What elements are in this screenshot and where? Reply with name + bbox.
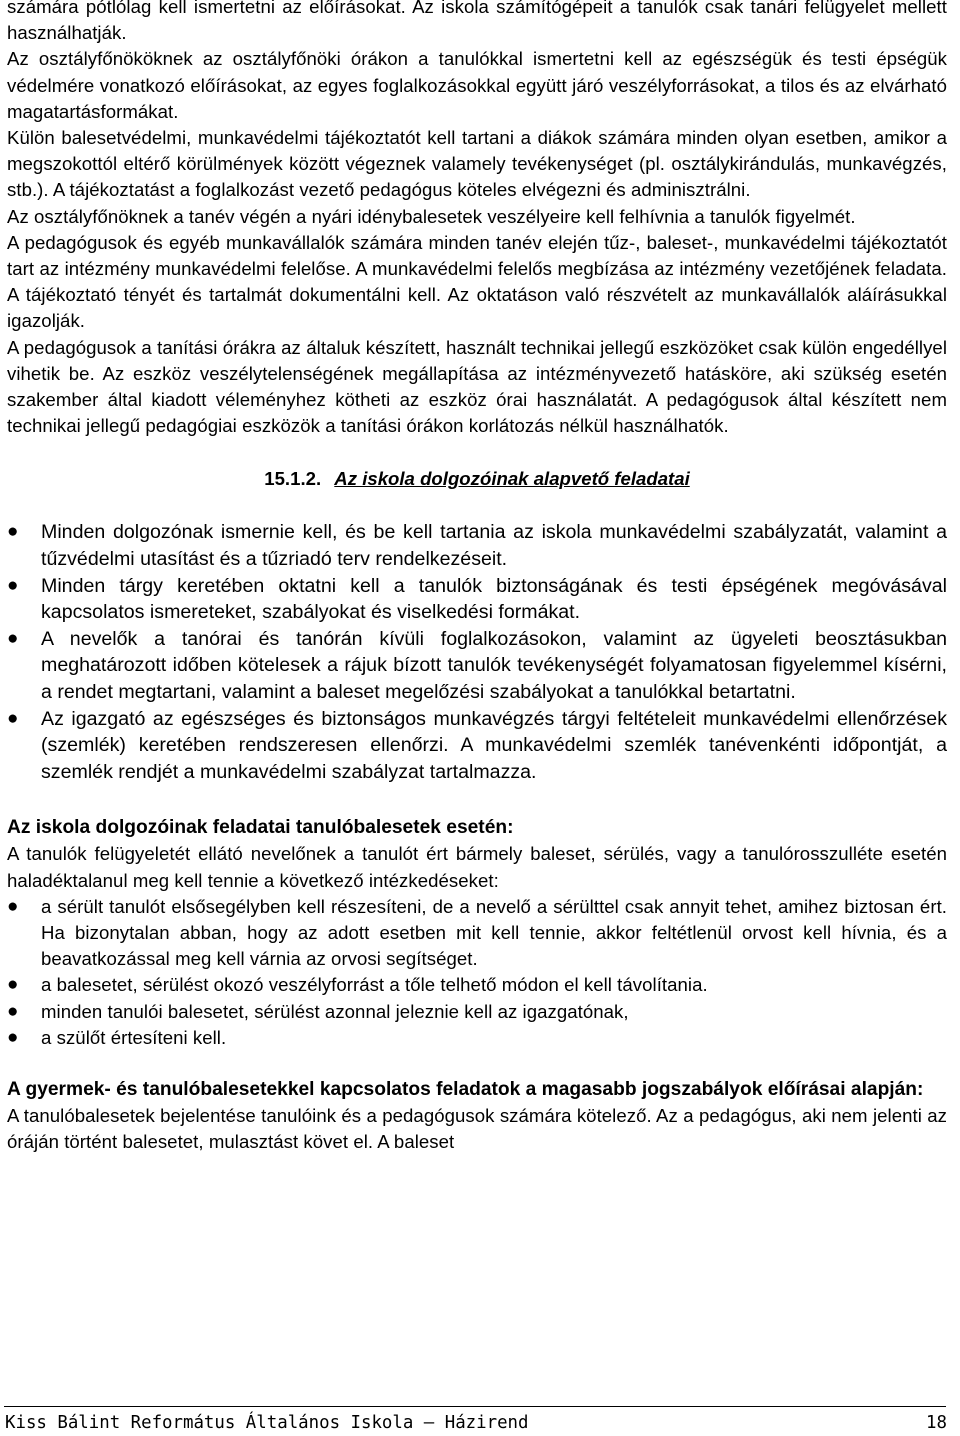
list-item <box>7 519 947 572</box>
list-item-text: a sérült tanulót elsősegélyben kell részesíteni, de a nevelő a sérülttel csak annyit tehet, amihez biztosan ért. Ha bizonytalan abban, hogy az adott esetben mit kell tennie, akkor feltétlenül orvost kell hívnia, és a beavatkozással meg kell várnia az orvosi segítséget. <box>41 895 947 970</box>
paragraph: Az osztályfőnöknek a tanév végén a nyári idénybalesetek veszélyeire kell felhívnia a tanulók figyelmét. <box>7 205 856 227</box>
list-item-text: Minden tárgy keretében oktatni kell a tanulók biztonságának és testi épségének megóvásával kapcsolatos ismereteket, szabályokat és viselkedési formákat. <box>41 574 947 624</box>
footer-school-name: Kiss Bálint Református Általános Iskola – Házirend <box>5 1413 529 1433</box>
bullet-icon: ● <box>7 521 19 543</box>
list-item <box>7 894 947 973</box>
page-number: 18 <box>926 1413 947 1433</box>
list-item-text: Az igazgató az egészséges és biztonságos munkavégzés tárgyi feltételeit munkavédelmi ellenőrzések (szemlék) keretében rendszeresen ellenőrzi. A munkavédelmi szemlék tanévenkénti időpontját, a szemlék rendjét a munkavédelmi szabályzat tartalmazza. <box>41 707 947 783</box>
list-item <box>7 1025 947 1051</box>
paragraph: A pedagógusok és egyéb munkavállalók számára minden tanév elején tűz-, baleset-, munkavédelmi tájékoztatót tart az intézmény munkavédelmi felelőse. A munkavédelmi felelős megbízása az intézmény vezetőjének feladata. A tájékoztató tényét és tartalmát dokumentálni kell. Az oktatáson való részvételt az munkavállalók aláírásukkal igazolják. <box>7 231 947 332</box>
list-item-text: A nevelők a tanórai és tanórán kívüli foglalkozásokon, valamint az ügyeleti beosztásukban meghatározott időben kötelesek a rájuk bízott tanulók tevékenységét folyamatosan figyelemmel kísérni, a rendet megtartani, valamint a baleset megelőzési szabályokat a tanulókkal betartatni. <box>41 627 947 704</box>
list-item <box>7 626 947 706</box>
bullet-icon: ● <box>7 895 19 917</box>
legal-text: A tanulóbalesetek bejelentése tanulóink és a pedagógusok számára kötelező. Az a pedagógus, aki nem jelenti az óráján történt balesetet, mulasztást követ el. A baleset <box>7 1105 947 1153</box>
list-item-text: a balesetet, sérülést okozó veszélyforrást a tőle telhető módon el kell távolítania. <box>41 974 708 996</box>
list-item <box>7 706 947 786</box>
section-title: Az iskola dolgozóinak alapvető feladatai <box>334 468 690 490</box>
legal-heading: A gyermek- és tanulóbalesetekkel kapcsolatos feladatok a magasabb jogszabályok előírásai alapján: <box>7 1079 924 1101</box>
list-item-text: Minden dolgozónak ismernie kell, és be kell tartania az iskola munkavédelmi szabályzatát, valamint a tűzvédelmi utasítást és a tűzriadó terv rendelkezéseit. <box>41 521 947 571</box>
list-item-text: a szülőt értesíteni kell. <box>41 1026 227 1048</box>
page-footer <box>0 1406 960 1436</box>
paragraph: Az osztályfőnököknek az osztályfőnöki órákon a tanulókkal ismertetni kell az egészségük és testi épségük védelmére vonatkozó előírásokat, az egyes foglalkozásokkal együtt járó veszélyforrásokat, a tilos és az elvárható magatartásformákat. <box>7 48 947 122</box>
paragraph: számára pótlólag kell ismertetni az előírásokat. Az iskola számítógépeit a tanulók csak tanári felügyelet mellett használhatják. <box>7 0 947 44</box>
accident-heading: Az iskola dolgozóinak feladatai tanulóbalesetek esetén: <box>7 817 514 839</box>
bullet-icon: ● <box>7 1000 19 1022</box>
bullet-icon: ● <box>7 707 19 729</box>
footer-divider <box>4 1406 946 1407</box>
list-item <box>7 999 947 1025</box>
accident-list <box>7 894 947 1051</box>
section-heading <box>7 466 947 492</box>
paragraph: A pedagógusok a tanítási órákra az általuk készített, használt technikai jellegű eszközöket csak külön engedéllyel vihetik be. Az eszköz veszélytelenségének megállapítása az intézményvezető hatásköre, aki szükség esetén szakember által kiadott véleményhez kötheti az eszköz órai használatát. A pedagógusok által készített nem technikai jellegű pedagógiai eszközök a tanítási órákon korlátozás nélkül használhatók. <box>7 336 947 437</box>
section-number: 15.1.2. <box>264 468 322 490</box>
bullet-icon: ● <box>7 627 19 649</box>
accident-intro: A tanulók felügyeletét ellátó nevelőnek a tanulót ért bármely baleset, sérülés, vagy a tanulórosszulléte esetén haladéktalanul meg kell tennie a következő intézkedéseket: <box>7 843 947 891</box>
document-page <box>7 0 947 1155</box>
duties-list <box>7 519 947 785</box>
list-item <box>7 573 947 626</box>
list-item-text: minden tanulói balesetet, sérülést azonnal jeleznie kell az igazgatónak, <box>41 1000 629 1022</box>
bullet-icon: ● <box>7 1026 19 1048</box>
paragraph: Külön balesetvédelmi, munkavédelmi tájékoztatót kell tartani a diákok számára minden olyan esetben, amikor a megszokottól eltérő körülmények között végeznek valamely tevékenységet (pl. osztálykirándulás, munkavégzés, stb.). A tájékoztatást a foglalkozást vezető pedagógus köteles elvégezni és adminisztrálni. <box>7 127 947 201</box>
bullet-icon: ● <box>7 574 19 596</box>
list-item <box>7 972 947 998</box>
bullet-icon: ● <box>7 974 19 996</box>
